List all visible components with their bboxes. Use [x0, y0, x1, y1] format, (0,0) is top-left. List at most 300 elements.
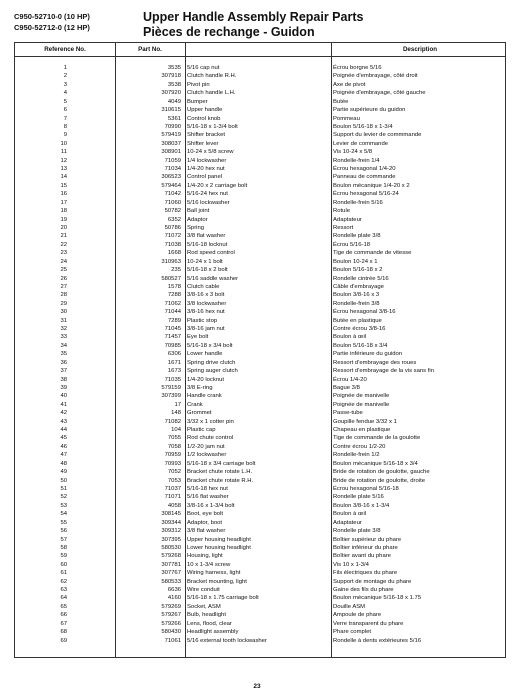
description-en-cell: Boot, eye bolt [187, 511, 224, 518]
reference-no-cell: 13 [60, 166, 67, 173]
description-en-cell: Wire conduit [187, 587, 220, 594]
part-no-cell: 70985 [164, 342, 181, 349]
description-en-cell: 1/4-20 locknut [187, 376, 225, 383]
description-en-cell: Rod chute control [187, 435, 234, 442]
part-no-cell: 308145 [161, 511, 181, 518]
reference-no-cell: 51 [60, 486, 67, 492]
part-no-cell: 308901 [161, 149, 181, 156]
reference-no-cell: 21 [60, 233, 67, 240]
table-row [15, 258, 505, 266]
description-en-cell: Handle crank [187, 393, 222, 400]
reference-no-cell: 27 [60, 283, 67, 290]
description-en-cell: Socket, ASM [187, 603, 221, 610]
header-part-no: Part No. [138, 46, 162, 53]
description-en-cell: Ball joint [187, 208, 210, 215]
part-no-cell: 307781 [161, 561, 181, 568]
part-no-cell: 309312 [161, 528, 181, 535]
description-en-cell: Bracket chute rotate R.H. [187, 477, 254, 484]
part-no-cell: 7289 [167, 317, 181, 324]
part-no-cell: 7058 [167, 443, 181, 450]
reference-no-cell: 11 [60, 149, 67, 156]
description-fr-cell: Rondelle à dents extérieures 5/16 [333, 637, 422, 644]
table-row [15, 224, 505, 232]
description-en-cell: Upper handle [187, 107, 223, 114]
reference-no-cell: 14 [60, 174, 67, 181]
description-en-cell: Bracket mounting, light [187, 578, 247, 585]
description-fr-cell: Boulon à œil [333, 511, 367, 518]
reference-no-cell: 58 [60, 544, 67, 551]
table-row [15, 115, 505, 123]
description-fr-cell: Panneau de commande [333, 174, 396, 181]
description-fr-cell: Boulon 10-24 x 1 [333, 258, 378, 265]
description-fr-cell: Poignée d'embrayage, côté droit [333, 73, 418, 80]
description-en-cell: 10 x 1-3/4 screw [187, 561, 231, 568]
description-en-cell: Lower handle [187, 351, 223, 358]
description-fr-cell: Boulon 3/8-16 x 1-3/4 [333, 502, 390, 509]
description-fr-cell: Boulon mécanique 5/16-18 x 3/4 [333, 460, 418, 467]
part-no-cell: 579268 [161, 553, 181, 560]
description-fr-cell: Rondelle plate 3/8 [333, 233, 381, 240]
table-row [15, 384, 505, 392]
description-en-cell: 3/8 flat washer [187, 528, 226, 535]
part-no-cell: 307395 [161, 536, 181, 543]
description-fr-cell: Axe de pivot [333, 81, 366, 88]
description-en-cell: 5/16-24 hex nut [187, 191, 228, 198]
part-no-cell: 307918 [161, 73, 181, 80]
description-en-cell: 3/8-16 hex nut [187, 309, 225, 316]
reference-no-cell: 6 [63, 107, 67, 114]
description-en-cell: Housing, light [187, 553, 223, 560]
description-en-cell: Eye bolt [187, 334, 209, 341]
description-en-cell: 5/16-18 x 3/4 carriage bolt [187, 460, 256, 467]
part-no-cell: 3535 [167, 65, 181, 71]
description-en-cell: Spring drive clutch [187, 359, 236, 366]
table-row [15, 123, 505, 131]
description-fr-cell: Écrou borgne 5/16 [333, 65, 382, 71]
part-no-cell: 3538 [167, 81, 181, 88]
description-en-cell: Adaptor, boot [187, 519, 223, 526]
description-fr-cell: Ressort d'embrayage de la vis sans fin [333, 368, 434, 375]
description-en-cell: Control knob [187, 115, 221, 122]
reference-no-cell: 34 [60, 342, 67, 349]
description-en-cell: Crank [187, 401, 203, 408]
part-no-cell: 70959 [164, 452, 181, 459]
description-fr-cell: Écrou 1/4-20 [333, 376, 367, 383]
table-row [15, 81, 505, 89]
part-no-cell: 71060 [164, 199, 181, 206]
description-fr-cell: Phare complet [333, 629, 371, 636]
reference-no-cell: 25 [60, 267, 67, 274]
table-row [15, 173, 505, 181]
description-en-cell: 1/4-20 x 2 carriage bolt [187, 182, 248, 189]
description-fr-cell: Contre écrou 1/2-20 [333, 443, 386, 450]
part-no-cell: 50782 [164, 208, 181, 215]
table-row [15, 578, 505, 586]
description-fr-cell: Adaptateur [333, 519, 362, 526]
reference-no-cell: 66 [60, 612, 67, 619]
table-row [15, 359, 505, 367]
description-fr-cell: Boulon 5/16-18 x 1-3/4 [333, 123, 393, 130]
description-fr-cell: Poignée de manivelle [333, 401, 390, 408]
description-fr-cell: Bride de rotation de goulotte, gauche [333, 469, 430, 476]
part-no-cell: 71034 [164, 166, 181, 173]
description-en-cell: 10-24 x 5/8 screw [187, 149, 234, 156]
reference-no-cell: 31 [60, 317, 67, 324]
table-row [15, 106, 505, 114]
part-no-cell: 579267 [161, 612, 181, 619]
description-fr-cell: Vis 10 x 1-3/4 [333, 561, 369, 568]
table-row [15, 350, 505, 358]
part-no-cell: 4160 [167, 595, 181, 602]
table-row [15, 232, 505, 240]
reference-no-cell: 38 [60, 376, 67, 383]
table-row [15, 510, 505, 518]
description-fr-cell: Rondelle cintrée 5/16 [333, 275, 389, 282]
table-row [15, 451, 505, 459]
reference-no-cell: 3 [63, 81, 67, 88]
description-en-cell: Spring auger clutch [187, 368, 238, 375]
table-row [15, 317, 505, 325]
part-no-cell: 7053 [167, 477, 181, 484]
reference-no-cell: 56 [60, 528, 67, 535]
title-english: Upper Handle Assembly Repair Parts [143, 10, 364, 24]
part-no-cell: 307399 [161, 393, 181, 400]
reference-no-cell: 24 [60, 258, 67, 265]
reference-no-cell: 10 [60, 140, 67, 147]
description-fr-cell: Adaptateur [333, 216, 362, 223]
table-row [15, 544, 505, 552]
reference-no-cell: 40 [60, 393, 67, 400]
part-no-cell: 50786 [164, 224, 181, 231]
description-fr-cell: Boulon 5/16-18 x 2 [333, 267, 383, 274]
table-row [15, 241, 505, 249]
model-number-12hp: C950-52712-0 (12 HP) [14, 23, 90, 32]
part-no-cell: 7288 [167, 292, 181, 299]
table-row [15, 182, 505, 190]
table-row [15, 157, 505, 165]
table-row [15, 207, 505, 215]
table-row [15, 586, 505, 594]
description-en-cell: Bulb, headlight [187, 612, 226, 619]
part-no-cell: 310615 [161, 107, 181, 114]
reference-no-cell: 57 [60, 536, 67, 543]
description-fr-cell: Levier de commande [333, 140, 389, 147]
table-row [15, 603, 505, 611]
description-en-cell: Plastic cap [187, 427, 216, 434]
description-en-cell: 3/8 E-ring [187, 384, 213, 391]
reference-no-cell: 61 [60, 570, 67, 577]
description-en-cell: Clutch cable [187, 283, 220, 290]
reference-no-cell: 5 [63, 98, 67, 105]
part-no-cell: 1668 [167, 250, 181, 257]
part-no-cell: 579266 [161, 620, 181, 627]
reference-no-cell: 23 [60, 250, 67, 257]
table-row [15, 434, 505, 442]
table-row [15, 333, 505, 341]
reference-no-cell: 28 [60, 292, 67, 299]
description-fr-cell: Chapeau en plastique [333, 427, 391, 434]
part-no-cell: 235 [171, 267, 181, 274]
part-no-cell: 6352 [167, 216, 181, 223]
table-row [15, 519, 505, 527]
table-row [15, 594, 505, 602]
reference-no-cell: 47 [60, 452, 67, 459]
table-row [15, 502, 505, 510]
reference-no-cell: 48 [60, 460, 67, 467]
description-en-cell: Upper housing headlight [187, 536, 251, 543]
description-en-cell: Adaptor [187, 216, 208, 223]
description-en-cell: 5/16-18 x 2 bolt [187, 267, 228, 274]
description-fr-cell: Rotule [333, 208, 351, 215]
part-no-cell: 71082 [164, 418, 181, 425]
part-no-cell: 4058 [167, 502, 181, 509]
page-number: 23 [253, 683, 261, 690]
part-no-cell: 71044 [164, 309, 181, 316]
reference-no-cell: 60 [60, 561, 67, 568]
description-fr-cell: Poignée d'embrayage, côté gauche [333, 90, 426, 97]
description-fr-cell: Écrou hexagonal 1/4-20 [333, 166, 396, 173]
reference-no-cell: 45 [60, 435, 67, 442]
description-en-cell: Lens, flood, clear [187, 620, 232, 627]
description-fr-cell: Tige de commande de vitesse [333, 250, 412, 257]
table-row [15, 485, 505, 493]
description-en-cell: Bumper [187, 98, 208, 105]
reference-no-cell: 15 [60, 182, 67, 189]
reference-no-cell: 17 [60, 199, 67, 206]
description-en-cell: Shifter lever [187, 140, 219, 147]
reference-no-cell: 9 [63, 132, 67, 139]
table-row [15, 325, 505, 333]
part-no-cell: 308037 [161, 140, 181, 147]
table-row [15, 443, 505, 451]
part-no-cell: 7052 [167, 469, 181, 476]
part-no-cell: 580530 [161, 544, 181, 551]
reference-no-cell: 20 [60, 224, 67, 231]
reference-no-cell: 33 [60, 334, 67, 341]
reference-no-cell: 37 [60, 368, 67, 375]
table-row [15, 409, 505, 417]
reference-no-cell: 22 [60, 241, 67, 248]
description-fr-cell: Boîtier avant du phare [333, 553, 391, 560]
table-header [15, 43, 505, 57]
table-row [15, 291, 505, 299]
table-row [15, 620, 505, 628]
part-no-cell: 5361 [167, 115, 181, 122]
table-row [15, 418, 505, 426]
description-en-cell: Shifter bracket [187, 132, 225, 139]
reference-no-cell: 49 [60, 469, 67, 476]
description-fr-cell: Rondelle plate 5/16 [333, 494, 384, 501]
table-row [15, 148, 505, 156]
part-no-cell: 71037 [164, 486, 181, 492]
description-fr-cell: Partie supérieure du guidon [333, 107, 406, 114]
description-fr-cell: Écrou 5/16-18 [333, 241, 371, 248]
part-no-cell: 71045 [164, 326, 181, 333]
table-row [15, 460, 505, 468]
description-fr-cell: Goupille fendue 3/32 x 1 [333, 418, 397, 425]
reference-no-cell: 62 [60, 578, 67, 585]
description-fr-cell: Ressort [333, 224, 354, 231]
reference-no-cell: 68 [60, 629, 67, 636]
table-row [15, 611, 505, 619]
description-en-cell: 5/16 external tooth lockwasher [187, 637, 267, 644]
table-row [15, 468, 505, 476]
table-row [15, 392, 505, 400]
reference-no-cell: 69 [60, 637, 67, 644]
part-no-cell: 579419 [161, 132, 181, 139]
part-no-cell: 579159 [161, 384, 181, 391]
reference-no-cell: 16 [60, 191, 67, 198]
reference-no-cell: 30 [60, 309, 67, 316]
table-row [15, 426, 505, 434]
description-fr-cell: Butée [333, 98, 349, 105]
part-no-cell: 71062 [164, 300, 181, 307]
description-en-cell: 1/4-20 hex nut [187, 166, 225, 173]
part-no-cell: 71038 [164, 241, 181, 248]
description-fr-cell: Support de montage du phare [333, 578, 412, 585]
part-no-cell: 71457 [164, 334, 181, 341]
part-no-cell: 307767 [161, 570, 181, 577]
description-fr-cell: Ressort d'embrayage des roues [333, 359, 417, 366]
description-en-cell: Plastic stop [187, 317, 218, 324]
reference-no-cell: 8 [63, 123, 67, 130]
part-no-cell: 71071 [164, 494, 181, 501]
description-fr-cell: Ampoule de phare [333, 612, 382, 619]
table-row [15, 216, 505, 224]
description-fr-cell: Tige de commande de la goulotte [333, 435, 421, 442]
description-fr-cell: Câble d'embrayage [333, 283, 384, 290]
reference-no-cell: 67 [60, 620, 67, 627]
part-no-cell: 6306 [167, 351, 181, 358]
reference-no-cell: 18 [60, 208, 67, 215]
description-en-cell: 3/8 lockwasher [187, 300, 227, 307]
reference-no-cell: 54 [60, 511, 67, 518]
part-no-cell: 580527 [161, 275, 181, 282]
description-en-cell: 1/4 lockwasher [187, 157, 227, 164]
model-number-10hp: C950-52710-0 (10 HP) [14, 12, 90, 21]
description-en-cell: 3/8-16 jam nut [187, 326, 225, 333]
description-en-cell: Headlight assembly [187, 629, 239, 636]
description-en-cell: Clutch handle R.H. [187, 73, 237, 80]
description-en-cell: 3/8-16 x 1-3/4 bolt [187, 502, 235, 509]
part-no-cell: 1673 [167, 368, 181, 375]
description-en-cell: 5/16-18 x 1.75 carriage bolt [187, 595, 259, 602]
table-row [15, 342, 505, 350]
description-fr-cell: Boulon à œil [333, 334, 367, 341]
table-row [15, 401, 505, 409]
table-row [15, 561, 505, 569]
description-en-cell: Rod speed control [187, 250, 235, 257]
table-row [15, 493, 505, 501]
description-fr-cell: Boulon 3/8-16 x 3 [333, 292, 380, 299]
reference-no-cell: 1 [63, 65, 67, 71]
reference-no-cell: 41 [60, 401, 67, 408]
reference-no-cell: 65 [60, 603, 67, 610]
part-no-cell: 6636 [167, 587, 181, 594]
table-row [15, 249, 505, 257]
reference-no-cell: 59 [60, 553, 67, 560]
table-row [15, 283, 505, 291]
description-fr-cell: Douille ASM [333, 603, 366, 610]
reference-no-cell: 26 [60, 275, 67, 282]
part-no-cell: 71042 [164, 191, 181, 198]
part-no-cell: 71059 [164, 157, 181, 164]
description-fr-cell: Boîtier inférieur du phare [333, 544, 398, 551]
table-row [15, 628, 505, 636]
description-en-cell: 5/16 cap nut [187, 65, 220, 71]
table-row [15, 266, 505, 274]
description-en-cell: 10-24 x 1 bolt [187, 258, 223, 265]
description-en-cell: 5/16 lockwasher [187, 199, 230, 206]
table-row [15, 527, 505, 535]
description-fr-cell: Écrou hexagonal 5/16-24 [333, 191, 399, 198]
part-no-cell: 17 [174, 401, 181, 408]
reference-no-cell: 42 [60, 410, 67, 417]
reference-no-cell: 63 [60, 587, 67, 594]
description-en-cell: 5/16 saddle washer [187, 275, 239, 282]
table-row [15, 637, 505, 645]
description-fr-cell: Rondelle plate 3/8 [333, 528, 381, 535]
part-no-cell: 71061 [164, 637, 181, 644]
part-no-cell: 579269 [161, 603, 181, 610]
part-no-cell: 307920 [161, 90, 181, 97]
description-fr-cell: Rondelle-frein 1/4 [333, 157, 380, 164]
part-no-cell: 310963 [161, 258, 181, 265]
table-row [15, 131, 505, 139]
description-fr-cell: Contre écrou 3/8-16 [333, 326, 386, 333]
description-fr-cell: Boulon mécanique 1/4-20 x 2 [333, 182, 410, 189]
part-no-cell: 70993 [164, 460, 181, 467]
table-row [15, 569, 505, 577]
description-en-cell: Wiring harness, light [187, 570, 241, 577]
part-no-cell: 70990 [164, 123, 181, 130]
reference-no-cell: 7 [63, 115, 67, 122]
description-fr-cell: Rondelle-frein 1/2 [333, 452, 380, 459]
part-no-cell: 580430 [161, 629, 181, 636]
description-en-cell: Control panel [187, 174, 223, 181]
description-fr-cell: Poignée de manivelle [333, 393, 390, 400]
description-en-cell: Lower housing headlight [187, 544, 251, 551]
parts-table [14, 42, 506, 658]
description-fr-cell: Vis 10-24 x 5/8 [333, 149, 373, 156]
table-row [15, 275, 505, 283]
part-no-cell: 148 [171, 410, 181, 417]
description-fr-cell: Bride de rotation de goulotte, droite [333, 477, 426, 484]
description-en-cell: Spring [187, 224, 205, 231]
table-row [15, 367, 505, 375]
part-no-cell: 7055 [167, 435, 181, 442]
description-en-cell: 3/8-16 x 3 bolt [187, 292, 225, 299]
table-row [15, 98, 505, 106]
description-fr-cell: Passe-tube [333, 410, 363, 417]
description-en-cell: Pivot pin [187, 81, 210, 88]
description-fr-cell: Verre transparent du phare [333, 620, 404, 627]
description-fr-cell: Rondelle-frein 3/8 [333, 300, 380, 307]
reference-no-cell: 36 [60, 359, 67, 366]
reference-no-cell: 43 [60, 418, 67, 425]
description-en-cell: Grommet [187, 410, 212, 417]
description-fr-cell: Boulon mécanique 5/16-18 x 1.75 [333, 595, 422, 602]
table-row [15, 64, 505, 72]
table-row [15, 376, 505, 384]
part-no-cell: 580533 [161, 578, 181, 585]
description-en-cell: 3/8 flat washer [187, 233, 226, 240]
reference-no-cell: 44 [60, 427, 67, 434]
part-no-cell: 71072 [164, 233, 181, 240]
part-no-cell: 1671 [167, 359, 181, 366]
reference-no-cell: 39 [60, 384, 67, 391]
part-no-cell: 306523 [161, 174, 181, 181]
